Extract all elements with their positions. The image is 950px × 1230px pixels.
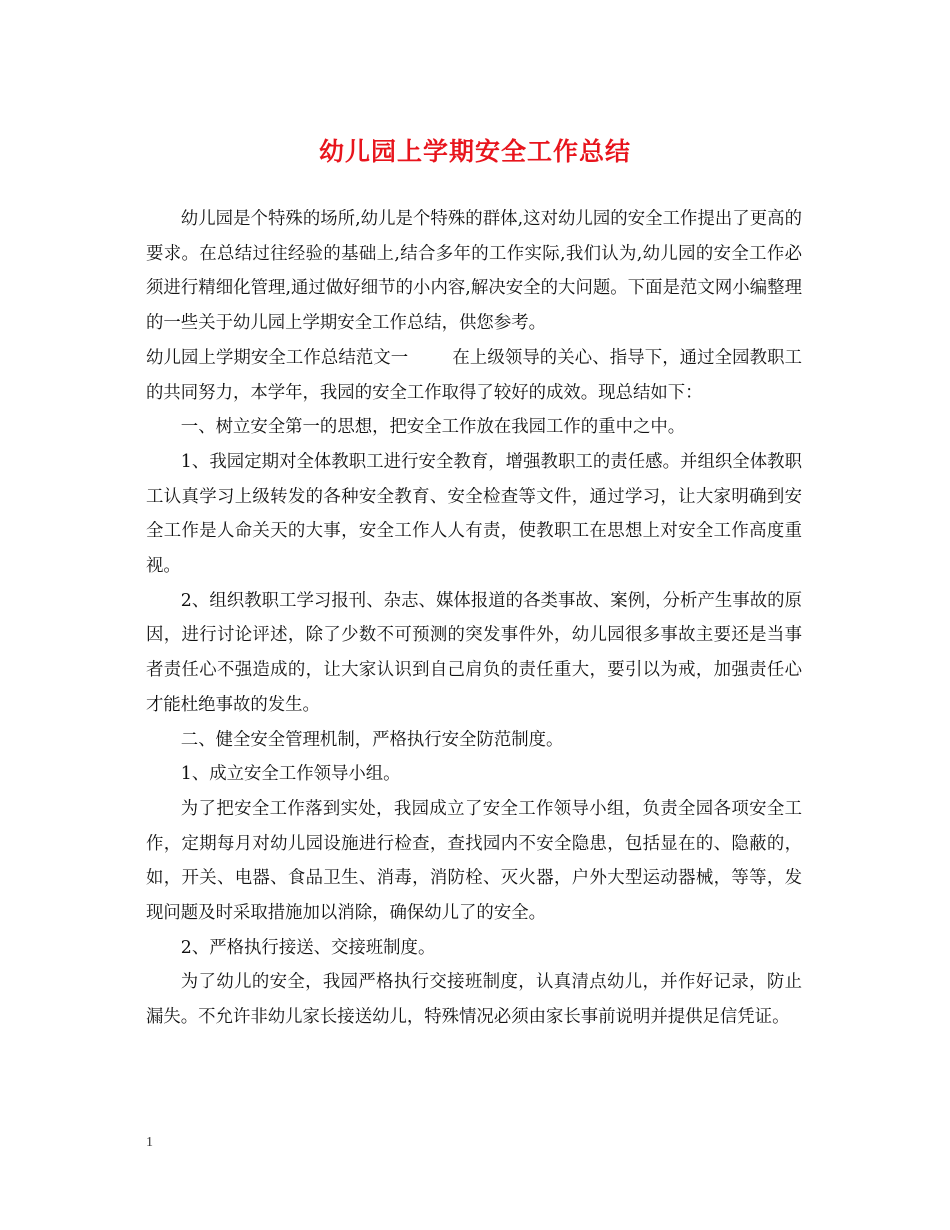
section-paragraph: 为了幼儿的安全，我园严格执行交接班制度，认真清点幼儿，并作好记录，防止漏失。不允许非幼儿家长接送幼儿，特殊情况必须由家长事前说明并提供足信凭证。	[146, 972, 802, 1028]
section-paragraph: 为了把安全工作落到实处，我园成立了安全工作领导小组，负责全园各项安全工作，定期每月对幼儿园设施进行检查，查找园内不安全隐患，包括显在的、隐蔽的，如，开关、电器、食品卫生、消毒，消防栓、灭火器，户外大型运动器械，等等，发现问题及时采取措施加以消除，确保幼儿了的安全。	[146, 798, 802, 924]
section-paragraph: 2、组织教职工学习报刊、杂志、媒体报道的各类事故、案例，分析产生事故的原因，进行讨论评述，除了少数不可预测的突发事件外，幼儿园很多事故主要还是当事者责任心不强造成的，让大家认识到自己肩负的责任重大，要引以为戒，加强责任心才能杜绝事故的发生。	[146, 590, 802, 715]
sample-heading: 幼儿园上学期安全工作总结范文一	[146, 347, 409, 368]
subsection-heading: 1、成立安全工作领导小组。	[180, 764, 401, 785]
section-paragraph: 1、我园定期对全体教职工进行安全教育，增强教职工的责任感。并组织全体教职工认真学习上级转发的各种安全教育、安全检查等文件，通过学习，让大家明确到安全工作是人命关天的大事，安全工作人人有责，使教职工在思想上对安全工作高度重视。	[146, 451, 802, 577]
intro-paragraph: 幼儿园是个特殊的场所,幼儿是个特殊的群体,这对幼儿园的安全工作提出了更高的要求。在总结过往经验的基础上,结合多年的工作实际,我们认为,幼儿园的安全工作必须进行精细化管理,通过做好细节的小内容,解决安全的大问题。下面是范文网小编整理的一些关于幼儿园上学期安全工作总结，供您参考。	[146, 209, 802, 334]
subsection-heading: 2、严格执行接送、交接班制度。	[180, 937, 436, 958]
section-heading-2: 二、健全安全管理机制，严格执行安全防范制度。	[180, 729, 564, 750]
page-number: 1	[146, 1135, 153, 1150]
section-heading-1: 一、树立安全第一的思想，把安全工作放在我园工作的重中之中。	[180, 417, 686, 438]
sample-heading-paragraph	[146, 341, 802, 410]
document-body	[146, 202, 802, 1035]
document-title: 幼儿园上学期安全工作总结	[318, 137, 631, 166]
sample-intro: 在上级领导的关心、指导下，通过全园教职工的共同努力，本学年，我园的安全工作取得了较好的成效。现总结如下：	[146, 347, 802, 403]
